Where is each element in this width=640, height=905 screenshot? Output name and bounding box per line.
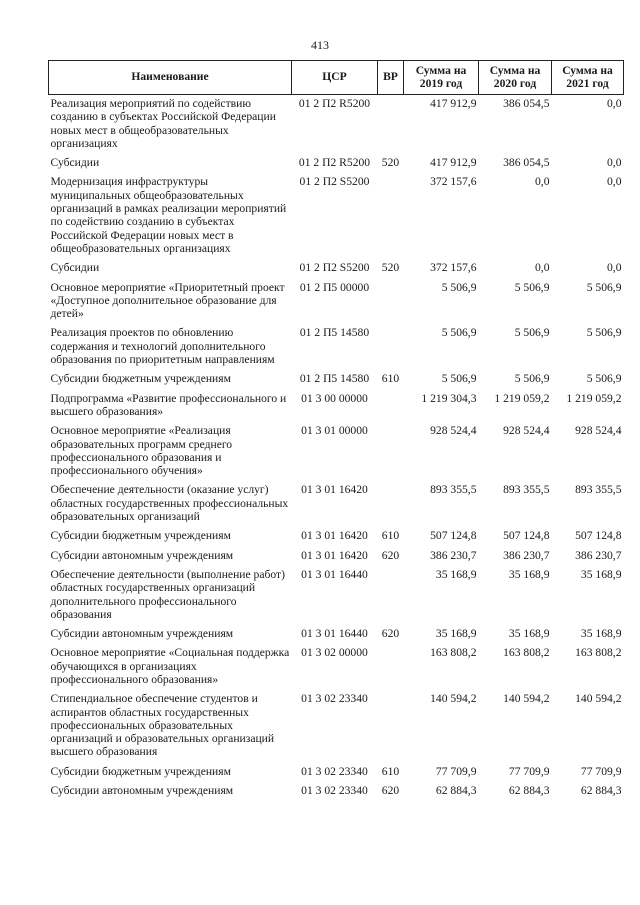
row-sum-2021: 1 219 059,2 <box>566 391 622 405</box>
table-row <box>49 481 624 527</box>
row-sum-2019: 372 157,6 <box>430 175 477 189</box>
row-sum-2020: 5 506,9 <box>514 326 550 340</box>
table-row <box>49 782 624 801</box>
table-row <box>49 324 624 370</box>
header-name: Наименование <box>49 61 292 95</box>
row-sum-2019: 163 808,2 <box>430 646 477 660</box>
row-sum-2019: 5 506,9 <box>441 372 477 386</box>
row-sum-2021: 5 506,9 <box>586 326 622 340</box>
row-name: Модернизация инфраструктуры муниципальных общеобразовательных организаций в рамках реализации мероприятий по содействию созданию в субъектах Российской Федерации новых мест в общеобразовательных организациях <box>50 175 287 255</box>
header-csr: ЦСР <box>292 61 378 95</box>
row-sum-2019: 77 709,9 <box>435 764 477 778</box>
row-sum-2019: 386 230,7 <box>430 548 477 562</box>
row-name: Основное мероприятие «Реализация образовательных программ среднего профессионального образования и профессионального обучения» <box>50 424 233 478</box>
table-row <box>49 763 624 782</box>
table-header <box>49 61 624 95</box>
row-name: Обеспечение деятельности (выполнение работ) областных государственных организаций дополнительного профессионального образования <box>50 567 285 621</box>
row-name: Основное мероприятие «Приоритетный проект «Доступное дополнительное образование для детей» <box>50 280 285 321</box>
row-vr: 620 <box>381 784 400 798</box>
row-csr: 01 2 П2 S5200 <box>299 261 370 275</box>
row-sum-2019: 417 912,9 <box>430 97 477 110</box>
row-csr: 01 3 01 00000 <box>301 424 368 438</box>
row-csr: 01 2 П2 R5200 <box>298 156 371 170</box>
table-row <box>49 390 624 423</box>
table-row <box>49 422 624 481</box>
row-sum-2021: 77 709,9 <box>580 764 622 778</box>
row-name: Субсидии <box>50 156 100 170</box>
row-sum-2019: 5 506,9 <box>441 326 477 340</box>
row-sum-2020: 386 230,7 <box>503 548 550 562</box>
row-sum-2019: 372 157,6 <box>430 261 477 275</box>
row-name: Субсидии бюджетным учреждениям <box>50 529 231 543</box>
row-sum-2020: 507 124,8 <box>503 529 550 543</box>
row-sum-2019: 35 168,9 <box>435 627 477 641</box>
row-sum-2020: 0,0 <box>535 175 550 189</box>
row-sum-2021: 140 594,2 <box>575 692 622 706</box>
row-name: Реализация проектов по обновлению содержания и технологий дополнительного образования по приоритетным направлениям <box>50 326 275 367</box>
row-sum-2021: 62 884,3 <box>580 784 622 798</box>
row-csr: 01 3 00 00000 <box>301 391 368 405</box>
row-vr: 620 <box>381 627 400 641</box>
row-sum-2021: 5 506,9 <box>586 372 622 386</box>
row-csr: 01 2 П5 14580 <box>299 372 370 386</box>
row-csr: 01 3 02 23340 <box>301 764 368 778</box>
row-sum-2020: 163 808,2 <box>503 646 550 660</box>
row-csr: 01 3 01 16440 <box>301 567 368 581</box>
row-name: Субсидии бюджетным учреждениям <box>50 764 231 778</box>
header-2020: Сумма на 2020 год <box>479 61 552 95</box>
row-sum-2021: 507 124,8 <box>575 529 622 543</box>
row-vr: 610 <box>381 372 400 386</box>
row-sum-2020: 0,0 <box>535 261 550 275</box>
row-vr: 520 <box>381 261 400 275</box>
table-row <box>49 370 624 389</box>
row-vr: 610 <box>381 529 400 543</box>
row-sum-2020: 35 168,9 <box>508 627 550 641</box>
header-2019: Сумма на 2019 год <box>404 61 479 95</box>
row-vr <box>378 95 404 155</box>
row-name: Стипендиальное обеспечение студентов и аспирантов областных государственных профессиональных образовательных организаций и образовательных организаций высшего образования <box>50 692 275 759</box>
row-name: Реализация мероприятий по содействию созданию в субъектах Российской Федерации новых мест в общеобразовательных организациях <box>50 97 276 150</box>
row-vr <box>378 324 404 370</box>
row-sum-2020: 386 054,5 <box>503 97 550 110</box>
row-sum-2020: 1 219 059,2 <box>494 391 550 405</box>
row-sum-2019: 5 506,9 <box>441 280 477 294</box>
row-name: Субсидии автономным учреждениям <box>50 784 234 798</box>
row-vr: 520 <box>381 156 400 170</box>
row-name: Подпрограмма «Развитие профессионального и высшего образования» <box>50 391 287 418</box>
row-sum-2019: 35 168,9 <box>435 567 477 581</box>
row-vr <box>378 566 404 625</box>
row-csr: 01 3 02 00000 <box>301 646 368 660</box>
table-row <box>49 625 624 644</box>
row-sum-2020: 5 506,9 <box>514 372 550 386</box>
row-csr: 01 3 01 16420 <box>301 483 368 497</box>
row-name: Субсидии бюджетным учреждениям <box>50 372 231 386</box>
row-sum-2020: 77 709,9 <box>508 764 550 778</box>
row-sum-2020: 140 594,2 <box>503 692 550 706</box>
table-row <box>49 173 624 259</box>
row-sum-2019: 140 594,2 <box>430 692 477 706</box>
row-vr: 610 <box>381 764 400 778</box>
header-2021: Сумма на 2021 год <box>552 61 624 95</box>
row-name: Субсидии автономным учреждениям <box>50 627 234 641</box>
table-row <box>49 566 624 625</box>
row-sum-2019: 928 524,4 <box>430 424 477 438</box>
table-row <box>49 259 624 278</box>
row-sum-2019: 507 124,8 <box>430 529 477 543</box>
row-sum-2021: 5 506,9 <box>586 280 622 294</box>
row-vr <box>378 279 404 325</box>
table-row <box>49 547 624 566</box>
row-sum-2021: 0,0 <box>607 156 622 170</box>
row-sum-2020: 386 054,5 <box>503 156 550 170</box>
page-number: 413 <box>311 38 329 52</box>
row-vr <box>378 173 404 259</box>
row-name: Обеспечение деятельности (оказание услуг) областных государственных профессиональных образовательных организаций <box>50 483 289 524</box>
row-csr: 01 2 П2 S5200 <box>299 175 370 189</box>
row-csr: 01 3 02 23340 <box>301 692 368 706</box>
row-sum-2021: 386 230,7 <box>575 548 622 562</box>
row-name: Субсидии автономным учреждениям <box>50 548 234 562</box>
row-sum-2020: 5 506,9 <box>514 280 550 294</box>
table-row <box>49 690 624 762</box>
row-sum-2021: 928 524,4 <box>575 424 622 438</box>
row-name: Субсидии <box>50 261 100 275</box>
row-sum-2021: 893 355,5 <box>575 483 622 497</box>
header-vr: ВР <box>378 61 404 95</box>
row-sum-2020: 893 355,5 <box>503 483 550 497</box>
row-vr: 620 <box>381 548 400 562</box>
table-row <box>49 154 624 173</box>
budget-table <box>48 60 624 801</box>
row-sum-2021: 35 168,9 <box>580 627 622 641</box>
row-sum-2021: 0,0 <box>607 97 622 110</box>
row-sum-2019: 417 912,9 <box>430 156 477 170</box>
row-sum-2019: 893 355,5 <box>430 483 477 497</box>
table-row <box>49 279 624 325</box>
table-row <box>49 527 624 546</box>
row-sum-2020: 928 524,4 <box>503 424 550 438</box>
row-vr <box>378 644 404 690</box>
row-vr <box>378 481 404 527</box>
table-body <box>49 95 624 802</box>
row-sum-2021: 35 168,9 <box>580 567 622 581</box>
row-sum-2021: 0,0 <box>607 175 622 189</box>
table-row <box>49 95 624 155</box>
row-csr: 01 3 01 16420 <box>301 548 368 562</box>
row-csr: 01 2 П2 R5200 <box>298 97 371 110</box>
row-sum-2019: 62 884,3 <box>435 784 477 798</box>
row-csr: 01 3 02 23340 <box>301 784 368 798</box>
row-sum-2021: 0,0 <box>607 261 622 275</box>
row-csr: 01 2 П5 00000 <box>299 280 370 294</box>
row-sum-2021: 163 808,2 <box>575 646 622 660</box>
row-sum-2019: 1 219 304,3 <box>421 391 477 405</box>
row-csr: 01 3 01 16440 <box>301 627 368 641</box>
row-csr: 01 2 П5 14580 <box>299 326 370 340</box>
table-row <box>49 644 624 690</box>
row-sum-2020: 62 884,3 <box>508 784 550 798</box>
row-vr <box>378 422 404 481</box>
row-csr: 01 3 01 16420 <box>301 529 368 543</box>
row-sum-2020: 35 168,9 <box>508 567 550 581</box>
row-name: Основное мероприятие «Социальная поддержка обучающихся в организациях профессионального образования» <box>50 646 290 686</box>
row-vr <box>378 390 404 423</box>
row-vr <box>378 690 404 762</box>
